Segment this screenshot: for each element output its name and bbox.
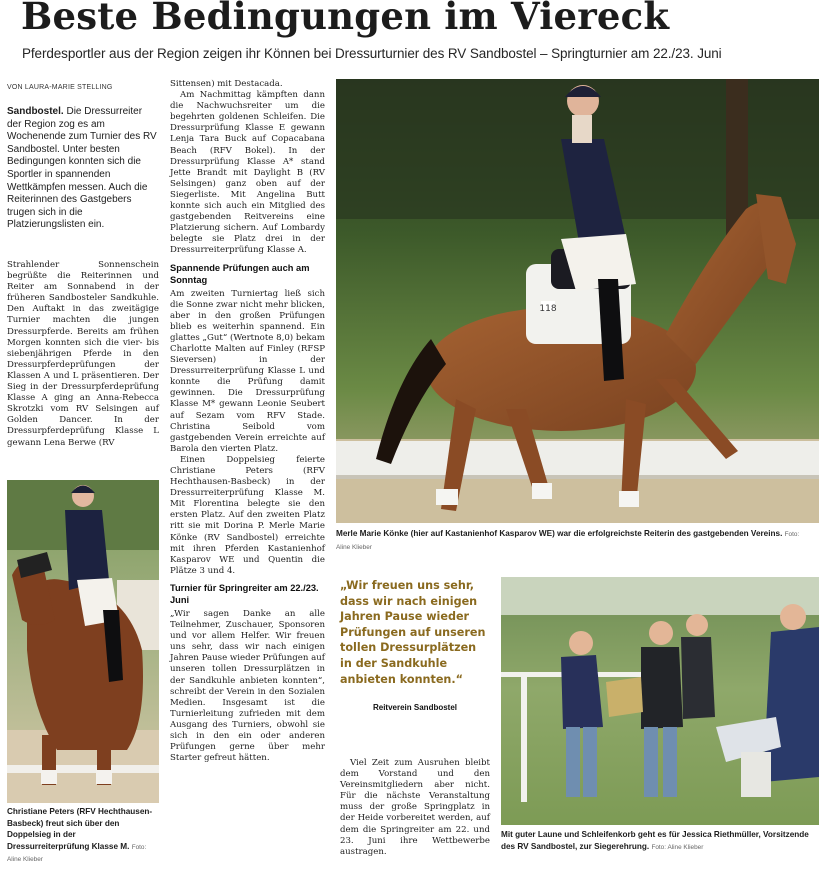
col2-paragraph-4: Einen Doppelsieg feierte Christiane Peters (RFV Hechthausen-Basbeck) in der Dressurreiterprüfung Klasse M. Mit Florentina belegte sie den ersten Platz. Auf den zweiten Platz ritt sie mit Dorina P. Merle Marie Könke (RV Sandbostel) erreichte mit ihren Pferden Kastanienhof Kasparov WE und Quentin die Plätze 3 und 4. [170, 454, 325, 576]
pull-quote-source: Reitverein Sandbostel [372, 703, 458, 712]
main-photo [336, 79, 819, 523]
saddle-number: 118 [539, 304, 557, 314]
col1-paragraph-1: Strahlender Sonnenschein begrüßte die Reiterinnen und Reiter am Sonnabend in der früheren Sandbosteler Sandkuhle. Den Auftakt in das zweitägige Turnier machten die jungen Dressurpferde. Bereits am frühen Morgen konnten sich die vier- bis siebenjährigen Pferde in den Dressurpferdeprüfungen der Klassen A und L präsentieren. Der Sieg in der Dressurpferdeprüfung Klasse A ging an Anna-Rebecca Skrotzki vom RV Selsingen auf Golden Dancer. In der Dressurpferdeprüfung Klasse L gewann Lena Berwe (RV [7, 260, 159, 448]
right-caption-text: Mit guter Laune und Schleifenkorb geht es für Jessica Riethmüller, Vorsitzende des RV Sandbostel, zur Siegerehrung. [501, 830, 809, 851]
subheadline: Pferdesportler aus der Region zeigen ihr Können bei Dressurturnier des RV Sandbostel – Springturnier am 22./23. Juni [22, 46, 722, 61]
column-1 [7, 260, 159, 449]
lead-paragraph [7, 106, 159, 232]
main-caption-credit: Foto: Aline Klieber [336, 531, 800, 551]
subheading-springreiter: Turnier für Springreiter am 22./23. Juni [170, 582, 319, 605]
lead-place: Sandbostel. [7, 106, 64, 117]
main-caption-text: Merle Marie Könke (hier auf Kastanienhof Kasparov WE) war die erfolgreichste Reiterin des gastgebenden Vereins. [336, 529, 783, 538]
headline: Beste Bedingungen im Viereck [21, 0, 670, 38]
left-caption [7, 806, 159, 866]
left-caption-text: Christiane Peters (RFV Hechthausen-Basbeck) freut sich über den Doppelsieg in der Dressurreiterprüfung Klasse M. [7, 807, 153, 851]
right-photo [501, 577, 819, 825]
col2-paragraph-2: Am Nachmittag kämpften dann die Nachwuchsreiter um die begehrten goldenen Schleifen. Die Dressurprüfung Klasse E gewann Lenja Tara Buck auf Copacabana Beach (RFV Bokel). In der Dressurprüfung Klasse A* stand Jette Brandt mit Daylight B (RV Selsingen) ganz oben auf der Siegerliste. Mit Angelina Butt konnte sich auch ein Mitglied des gastgebenden Reitvereins eine Platzierung sichern. Auf Lombardy belegte sie Platz drei in der Dressurreiterprüfung Klasse A. [170, 90, 325, 256]
col2-paragraph-1: Sittensen) mit Destacada. [170, 79, 283, 89]
lead-text: Die Dressurreiter der Region zog es am Wochenende zum Turnier des RV Sandbostel. Unter besten Bedingungen konnten sich die Sportler in spannenden Wettkämpfen messen. Auch die Reiterinnen des Gastgebers trugen sich in die Platzierungslisten ein. [7, 106, 157, 231]
main-caption [336, 528, 811, 553]
column-2 [170, 79, 325, 764]
byline: VON LAURA-MARIE STELLING [7, 84, 113, 91]
right-caption [501, 829, 819, 853]
left-caption-credit: Foto: Aline Klieber [7, 843, 147, 863]
col2-paragraph-5: „Wir sagen Danke an alle Teilnehmer, Zuschauer, Sponsoren und vor allem Helfer. Wir freuen uns sehr, dass wir nach einigen Jahren Pause wieder Prüfungen auf unseren tollen Dressurplätzen in der Sandkuhle anbieten konnten“, schreibt der Verein in den Sozialen Medien. Insgesamt ist die Turnierleitung zufrieden mit dem Ausgang des Turniers, obwohl sie sich in den ein oder anderen Prüfungen gerne über mehr Starter gefreut hätten. [170, 608, 325, 764]
pull-quote: „Wir freuen uns sehr, dass wir nach einigen Jahren Pause wieder Prüfungen auf unseren tollen Dressurplätzen in der Sandkuhle anbieten konnten.“ [340, 579, 486, 686]
main-photo-image [336, 79, 819, 523]
right-caption-credit: Foto: Aline Klieber [651, 843, 704, 851]
col2-paragraph-3: Am zweiten Turniertag ließ sich die Sonne zwar nicht mehr blicken, aber in den großen Prüfungen blieb es weiterhin spannend. Ein glattes „Gut“ (Wertnote 8,0) bekam Charlotte Malten auf Finley (RFSP Sieversen) in der Dressurreiterprüfung Klasse L und konnte die Prüfung damit gewinnen. Die Dressurprüfung Klasse M* gewann Leonie Seubert auf Sezam vom RFV Stade. Christina Seibold vom gastgebenden Verein erreichte auf Barola den vierten Platz. [170, 288, 325, 454]
col3-paragraph-1: Viel Zeit zum Ausruhen bleibt dem Vorstand und den Vereinsmitgliedern aber nicht. Für die nächste Veranstaltung muss der große Springplatz in der Heide vorbereitet werden, auf dem die Springreiter am 22. und 23. Juni ihre Wettbewerbe austragen. [340, 758, 490, 857]
subheading-sonntag: Spannende Prüfungen auch am Sonntag [170, 262, 310, 285]
left-photo [7, 480, 159, 803]
right-photo-image [501, 577, 819, 825]
left-photo-image [7, 480, 159, 803]
column-3 [340, 758, 490, 858]
